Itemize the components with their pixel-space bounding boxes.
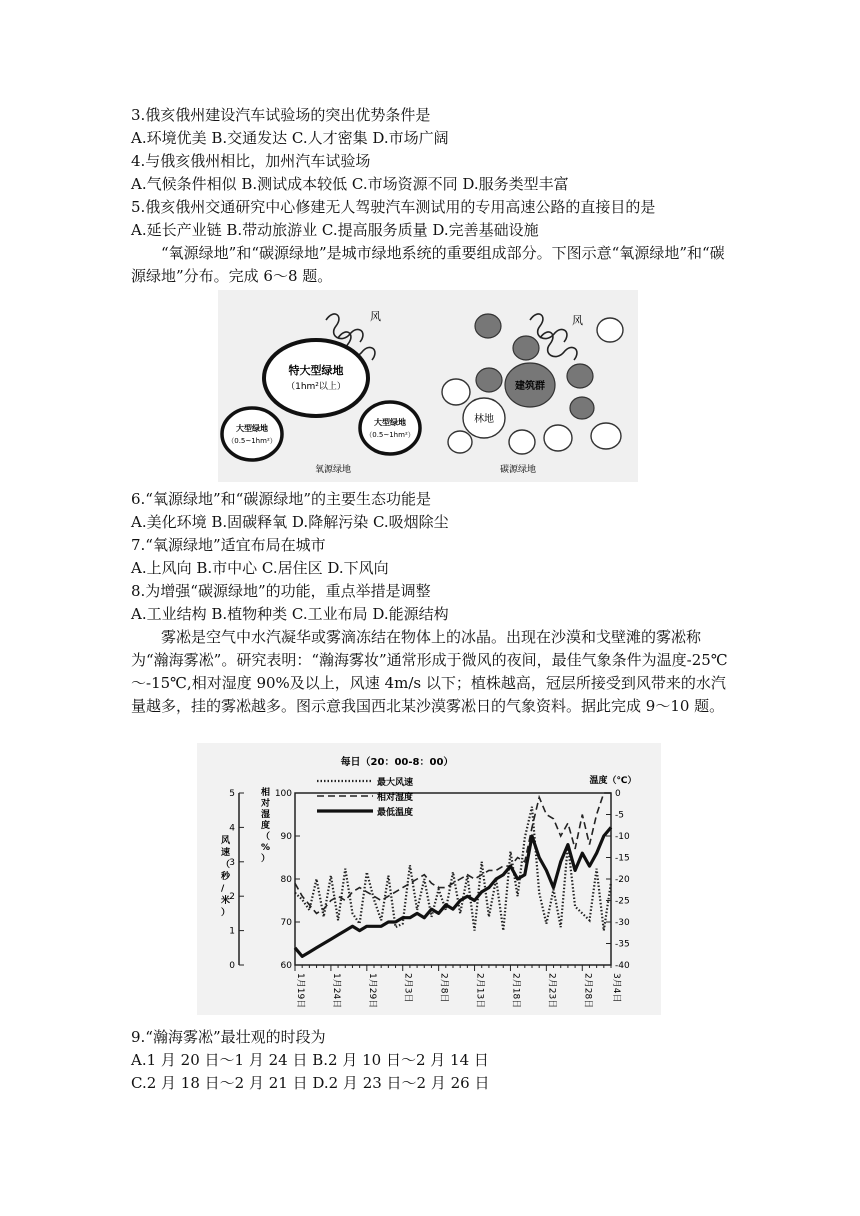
l-green-ellipse-left [222,408,282,460]
x-tick-label: 2月28日 [582,973,593,1009]
chart-title: 每日（20：00-8：00） [340,757,454,768]
q5-stem: 5.俄亥俄州交通研究中心修建无人驾驶汽车测试用的专用高速公路的直接目的是 [131,198,656,216]
wind-tick-label: 1 [229,926,235,937]
m-green-area: （0.5~1hm²） [365,431,415,439]
temp-axis-label: 温度（℃） [589,776,637,786]
wind-arrow-right-1 [530,314,567,342]
q9-options-line1: A.1 月 20 日～1 月 24 日 B.2 月 10 日～2 月 14 日 [131,1051,489,1069]
q8-stem: 8.为增强“碳源绿地”的功能，重点举措是调整 [131,582,431,600]
xl-green-area: （1hm²以上） [286,382,346,392]
building-label: 建筑群 [515,381,545,392]
q6-options: A.美化环境 B.固碳释氧 D.降解污染 C.吸烟除尘 [131,513,449,531]
xl-green-title: 特大型绿地 [288,364,344,377]
temp-tick-label: 0 [615,789,621,799]
intro-6-8: “氧源绿地”和“碳源绿地”是城市绿地系统的重要组成部分。下图示意“氧源绿地”和“碳源绿地”分布。完成 6～8 题。 [131,244,725,285]
l-green-title: 大型绿地 [236,424,268,433]
temp-tick-label: -5 [615,810,624,821]
l-green-ellipse-right [360,402,420,454]
right-caption: 碳源绿地 [499,465,537,475]
x-tick-label: 1月19日 [295,973,305,1009]
temp-tick-label: -15 [615,853,630,864]
xl-green-ellipse [264,340,368,416]
q3-options: A.环境优美 B.交通发达 C.人才密集 D.市场广阔 [131,129,449,147]
left-caption: 氧源绿地 [314,465,352,475]
humidity-axis-label: 相对湿度（%） [261,788,271,864]
wind-label-right: 风 [572,314,583,327]
x-tick-label: 2月18日 [510,973,521,1009]
q4-stem: 4.与俄亥俄州相比，加州汽车试验场 [131,152,371,170]
wind-tick-label: 0 [229,961,235,971]
green-space-figure [218,290,638,482]
temp-tick-label: -10 [615,832,630,842]
weather-chart-svg [197,743,661,1015]
q5-options: A.延长产业链 B.带动旅游业 C.提高服务质量 D.完善基础设施 [131,221,539,239]
plot-frame [295,793,611,965]
wind-axis-label: 风速（秒/米） [221,836,231,918]
x-tick-label: 2月13日 [474,973,485,1009]
q9-options-line2: C.2 月 18 日～2 月 21 日 D.2 月 23 日～2 月 26 日 [131,1074,490,1092]
forest-label: 林地 [474,414,494,425]
x-tick-label: 2月8日 [438,973,449,1003]
x-tick-label: 3月4日 [611,973,621,1003]
q8-options: A.工业结构 B.植物种类 C.工业布局 D.能源结构 [131,605,449,623]
q7-stem: 7.“氧源绿地”适宜布局在城市 [131,536,326,554]
wind-tick-label: 3 [229,857,235,868]
q6-stem: 6.“氧源绿地”和“碳源绿地”的主要生态功能是 [131,490,431,508]
q9-stem: 9.“瀚海雾凇”最壮观的时段为 [131,1028,326,1046]
x-tick-label: 1月29日 [366,973,377,1009]
temp-tick-label: -40 [615,961,630,971]
x-tick-label: 2月3日 [402,973,413,1003]
humidity-tick-label: 100 [274,789,292,799]
temp-tick-label: -20 [615,875,630,885]
legend-label: 最大风速 [377,778,414,788]
q7-options: A.上风向 B.市中心 C.居住区 D.下风向 [131,559,389,577]
humidity-tick-label: 80 [280,875,292,885]
intro-9-10: 雾凇是空气中水汽凝华或雾滴冻结在物体上的冰晶。出现在沙漠和戈壁滩的雾凇称为“瀚海雾凇”。研究表明：“瀚海雾妆”通常形成于微风的夜间，最佳气象条件为温度-25℃～-15℃,相对湿度 90%及以上，风速 4m/s 以下；植株越高，冠层所接受到风带来的水汽量越多，挂的雾凇越多。图示意我国西北某沙漠雾凇日的气象资料。据此完成 9～10 题。 [131,628,728,715]
q3-stem: 3.俄亥俄州建设汽车试验场的突出优势条件是 [131,106,431,124]
l-green-area: （0.5~1hm²） [227,437,277,445]
humidity-tick-label: 70 [280,918,292,928]
wind-arrow-left-1 [326,314,363,342]
m-green-title: 大型绿地 [374,418,406,427]
legend-label: 最低温度 [377,808,414,818]
max-wind-speed-line [295,807,611,931]
wind-tick-label: 2 [229,892,235,903]
wind-arrow-right-2 [540,332,577,360]
humidity-tick-label: 90 [280,832,292,842]
x-tick-label: 1月24日 [330,973,341,1009]
weather-chart [197,743,661,1015]
q4-options: A.气候条件相似 B.测试成本较低 C.市场资源不同 D.服务类型丰富 [131,175,569,193]
x-tick-label: 2月23日 [546,973,557,1009]
temp-tick-label: -35 [615,939,630,950]
temp-tick-label: -25 [615,896,630,907]
wind-label-left: 风 [370,310,381,323]
wind-tick-label: 5 [229,789,235,799]
humidity-tick-label: 60 [280,961,292,971]
temp-tick-label: -30 [615,918,630,928]
wind-tick-label: 4 [229,823,235,834]
legend-label: 相对湿度 [377,793,414,803]
